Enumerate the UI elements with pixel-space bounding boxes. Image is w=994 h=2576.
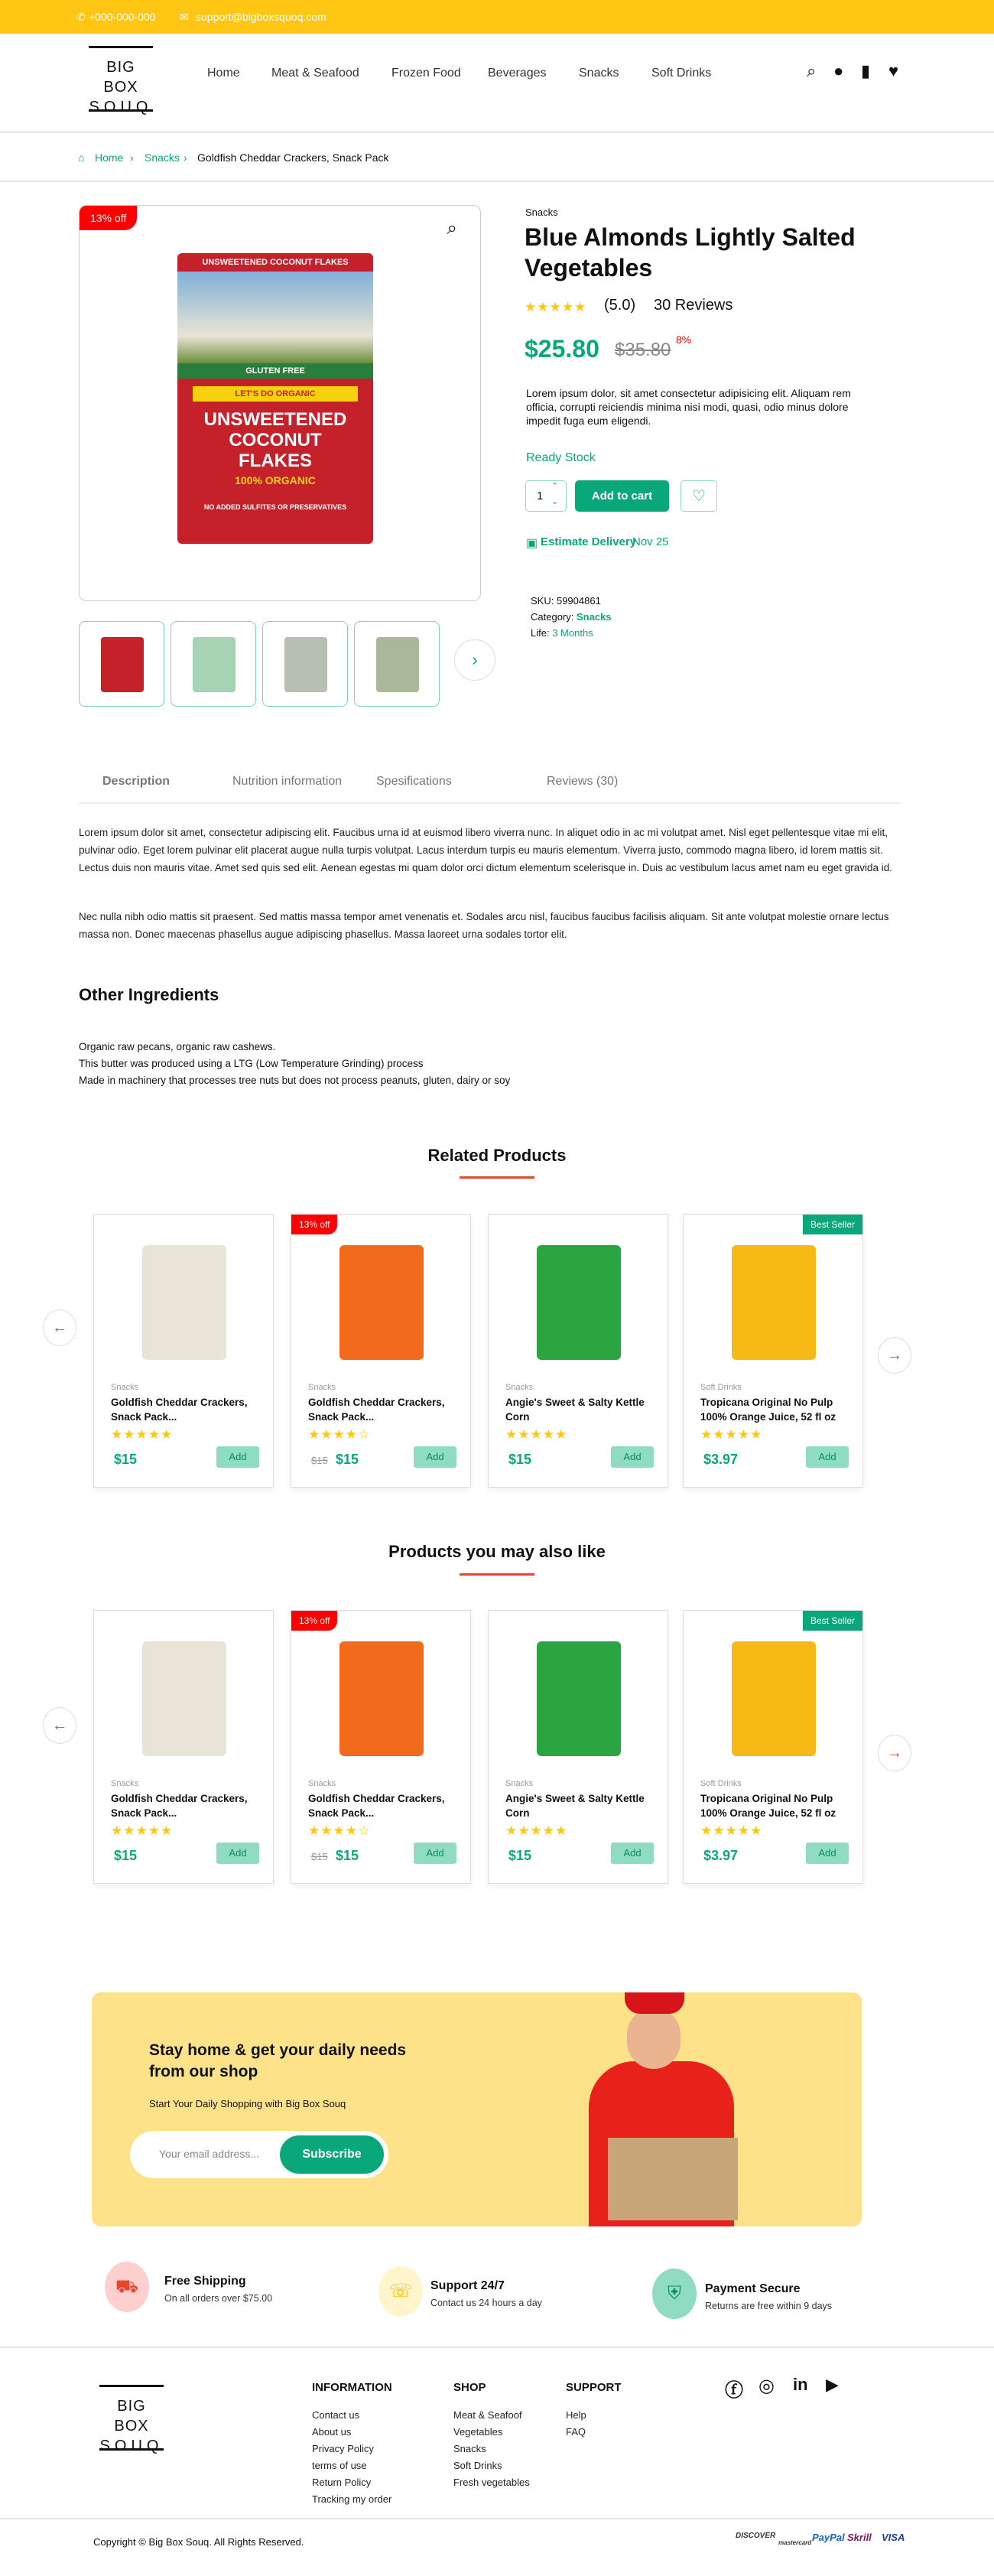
search-icon[interactable]: ⌕ [807,61,817,80]
product-stars: ★★★★☆ [308,1823,371,1838]
footer-link[interactable]: Meat & Seafoof [453,2409,522,2421]
category-link[interactable]: Snacks [577,611,612,623]
footer-shop [453,2381,530,2493]
rating-stars: ★★★★★ [525,300,587,314]
product-badge: 13% off [291,1215,337,1234]
product-card[interactable] [683,1214,863,1488]
ingredients-title: Other Ingredients [79,985,219,1004]
footer-logo[interactable] [99,2385,164,2454]
stock-status: Ready Stock [526,451,596,464]
product-stars: ★★★★★ [111,1427,174,1442]
image-text: GLUTEN FREE [177,363,373,379]
product-category: Snacks [308,1779,336,1788]
product-category: Soft Drinks [700,1383,742,1392]
product-image [732,1245,816,1360]
newsletter-title: Stay home & get your daily needs from our shop [149,2041,407,2080]
product-card[interactable] [291,1610,471,1884]
ingredient-line: Organic raw pecans, organic raw cashews. [79,1041,276,1052]
add-button[interactable]: Add [611,1446,654,1468]
email-input[interactable]: Your email address... [159,2148,259,2160]
delivery-label: Estimate Delivery [541,535,637,548]
product-category: Snacks [505,1779,534,1788]
product-price: $3.97 [703,1848,739,1863]
feature-title: Support 24/7 [430,2279,505,2292]
add-button[interactable]: Add [806,1446,849,1468]
product-stars: ★★★★★ [700,1427,763,1442]
product-card[interactable] [683,1610,863,1884]
footer-heading: INFORMATION [312,2381,392,2394]
breadcrumb-current: Goldfish Cheddar Crackers, Snack Pack [197,151,389,164]
related-title: Related Products [427,1146,567,1165]
add-button[interactable]: Add [216,1446,259,1468]
product-summary: Lorem ipsum dolor, sit amet consectetur adipisicing elit. Aliquam rem officia, corrupti reiciendis minima nisi modi, quasi, odio minus dolore impedit fuga eum eligendi. [526,387,851,427]
footer-link[interactable]: FAQ [566,2426,586,2438]
nav-frozen-food[interactable]: Frozen Food [391,67,461,80]
youtube-icon[interactable]: ▶ [826,2375,839,2394]
product-stars: ★★★★☆ [308,1427,371,1442]
mail-icon: ✉ [180,11,189,23]
product-name[interactable]: Tropicana Original No Pulp 100% Orange Juice, 52 fl oz [700,1397,836,1423]
payment-paypal: PayPal [812,2532,845,2543]
also-like-title: Products you may also like [388,1542,606,1561]
logo-line1: BIG BOX [114,2398,149,2435]
image-text: LET'S DO ORGANIC [193,386,358,402]
footer-information [312,2381,392,2510]
subscribe-button[interactable]: Subscribe [280,2135,384,2174]
product-category: Soft Drinks [700,1779,742,1788]
footer-link[interactable]: Fresh vegetables [453,2477,530,2488]
footer-link[interactable]: terms of use [312,2460,367,2471]
increment-icon[interactable]: ⌃ [551,482,559,491]
ingredients-list [79,1039,510,1089]
delivery-date: Nov 25 [632,535,669,548]
home-icon: ⌂ [78,151,85,164]
breadcrumb-home[interactable]: Home [95,151,124,164]
cap [625,1992,684,2014]
product-meta [531,593,612,641]
image-text: UNSWEETENED COCONUT FLAKES [202,258,349,267]
product-image [732,1641,816,1756]
product-price: $3.97 [703,1452,739,1467]
product-badge: Best Seller [803,1611,862,1631]
footer-link[interactable]: Help [566,2409,586,2421]
footer-heading: SHOP [453,2381,486,2394]
product-price: $15 [114,1452,138,1467]
phone-link[interactable]: +000-000-000 [89,11,156,23]
top-bar [0,0,994,34]
product-image [537,1641,621,1756]
feature-payment [705,2282,832,2311]
coconut-photo [177,272,373,363]
tab-nutrition[interactable]: Nutrition information [232,775,343,788]
chevron-right-icon: › [130,151,134,164]
product-category: Snacks [525,207,558,218]
zoom-icon[interactable]: ⌕ [447,218,457,239]
product-stars: ★★★★★ [111,1823,174,1838]
footer-link[interactable]: Vegetables [453,2426,503,2438]
product-image [537,1245,621,1360]
footer-heading: SUPPORT [566,2381,622,2394]
product-image [142,1245,226,1360]
logo-line2: SOUQ [99,2438,164,2454]
product-category: Snacks [308,1383,336,1392]
footer-divider [0,2347,994,2348]
product-price: $15 [508,1452,532,1467]
product-stars: ★★★★★ [505,1427,568,1442]
header [0,34,994,133]
thumbnail-next-button[interactable]: › [454,639,495,681]
footer-link[interactable]: Contact us [312,2409,360,2421]
tab-specifications[interactable]: Spesifications [376,775,452,788]
feature-text: On all orders over $75.00 [164,2293,273,2304]
title-underline [460,1573,534,1576]
product-image-viewer [79,205,481,601]
newsletter-banner [92,1992,862,2226]
feature-support [430,2279,542,2308]
product-name[interactable]: Angie's Sweet & Salty Kettle Corn [505,1397,645,1423]
footer-link[interactable]: Privacy Policy [312,2443,374,2454]
product-name[interactable]: Goldfish Cheddar Crackers, Snack Pack... [111,1793,248,1819]
tab-description[interactable]: Description [102,775,171,788]
payment-discover: DISCOVER [736,2532,776,2540]
feature-title: Payment Secure [705,2282,801,2295]
product-image [339,1641,424,1756]
quantity-value: 1 [537,490,544,503]
secure-payment-icon: ⛨ [652,2269,697,2319]
breadcrumb-category[interactable]: Snacks [145,151,180,164]
add-button[interactable]: Add [414,1843,456,1864]
product-card[interactable] [488,1214,668,1488]
nav-home[interactable]: Home [207,67,240,80]
product-stars: ★★★★★ [505,1823,568,1838]
image-text: UNSWEETENED COCONUT FLAKES [203,409,347,471]
thumbnail-1[interactable] [79,621,164,707]
description-paragraph: Lorem ipsum dolor sit amet, consectetur adipiscing elit. Faucibus urna id at euismod libero viverra nunc. In aliquet odio in ac mi volutpat amet. Nisl eget pellentesque vitae mi elit, pulvinar odio. Eget lorem pulvinar elit placerat augue nulla turpis volutpat. Lacus interdum turpis eu mauris elementum. Viverra justo, commodo magna libero, id lorem mattis sit. Lectus duis non mauris vitae. Amet sed quis sed elit. Aenean egestas mi quam dolor orci dictum elementum scelerisque in. Duis ac vestibulum lacus amet nam eu eget gravida id. [79,827,893,873]
payment-mastercard: mastercard [778,2539,812,2546]
image-text: NO ADDED SULFITES OR PRESERVATIVES [203,503,347,511]
nav-soft-drinks[interactable]: Soft Drinks [651,67,712,80]
feature-text: Returns are free within 9 days [705,2301,833,2311]
product-card[interactable] [93,1610,274,1884]
footer-bottom-divider [0,2518,994,2519]
footer-link[interactable]: About us [312,2426,352,2438]
product-card[interactable] [93,1214,274,1488]
product-name[interactable]: Goldfish Cheddar Crackers, Snack Pack... [308,1397,445,1423]
product-image [177,253,373,544]
newsletter-subtitle: Start Your Daily Shopping with Big Box Souq [149,2098,346,2109]
decrement-icon[interactable]: ⌄ [551,497,559,506]
product-name[interactable]: Goldfish Cheddar Crackers, Snack Pack... [111,1397,248,1423]
old-price: $35.80 [615,340,671,360]
footer-link[interactable]: Tracking my order [312,2493,392,2505]
add-button[interactable]: Add [806,1843,849,1864]
rating-value: (5.0) [604,297,636,314]
life-label: Life: [531,627,550,639]
payment-skrill: Skrill [847,2532,872,2543]
product-price: $15 [114,1848,138,1863]
product-stars: ★★★★★ [700,1823,763,1838]
product-card[interactable] [488,1610,668,1884]
nav-beverages[interactable]: Beverages [488,67,547,80]
carousel-next-button[interactable]: → [878,1735,911,1771]
tabs-divider [79,802,901,804]
logo-line2: SOUQ [89,99,153,115]
box-image [608,2138,738,2220]
shopping-bag-icon[interactable]: ▮ [861,61,871,80]
footer-link[interactable]: Soft Drinks [453,2460,502,2471]
reviews-count[interactable]: 30 Reviews [654,297,733,314]
product-image [339,1245,424,1360]
logo[interactable] [89,46,153,115]
thumbnail-4[interactable] [354,621,440,707]
discount-badge: 13% off [80,206,137,230]
nav-snacks[interactable]: Snacks [579,67,619,80]
email-form [130,2131,388,2178]
product-price: $15 [336,1452,359,1467]
facebook-icon[interactable]: ⓕ [725,2380,743,2401]
logo-line1: BIG BOX [103,59,138,96]
title-underline [460,1176,534,1179]
truck-icon: ⛟ [105,2262,149,2312]
sku-label: SKU: [531,595,554,607]
copyright: Copyright © Big Box Souq. All Rights Reserved. [93,2536,304,2548]
product-name[interactable]: Goldfish Cheddar Crackers, Snack Pack... [308,1793,445,1819]
image-text: 100% ORGANIC [235,474,316,486]
nav-meat-seafood[interactable]: Meat & Seafood [271,67,359,80]
carousel-prev-button[interactable]: ← [43,1707,76,1744]
wishlist-button[interactable]: ♡ [681,480,717,512]
product-badge: Best Seller [803,1215,862,1234]
life-value: 3 Months [552,627,593,639]
add-to-cart-button[interactable]: Add to cart [575,480,669,512]
footer-support [566,2381,622,2443]
product-badge: 13% off [291,1611,337,1631]
payment-visa: VISA [882,2532,905,2543]
delivery-icon: ▣ [526,537,538,550]
thumbnail-3[interactable] [262,621,348,707]
product-category: Snacks [111,1779,139,1788]
product-old-price: $15 [311,1455,328,1466]
feature-text: Contact us 24 hours a day [430,2298,542,2308]
product-category: Snacks [111,1383,139,1392]
product-price: $15 [336,1848,359,1863]
instagram-icon[interactable]: ◎ [758,2376,775,2396]
product-card[interactable] [291,1214,471,1488]
ingredient-line: This butter was produced using a LTG (Low Temperature Grinding) process [79,1058,424,1069]
phone-icon: ✆ [76,11,86,23]
product-old-price: $15 [311,1851,328,1862]
thumbnail-2[interactable] [171,621,256,707]
breadcrumb [0,135,994,182]
quantity-stepper[interactable] [525,480,567,512]
product-name[interactable]: Angie's Sweet & Salty Kettle Corn [505,1793,645,1819]
discount-percent: 8% [676,333,692,346]
feature-title: Free Shipping [164,2275,246,2288]
product-title: Blue Almonds Lightly Salted Vegetables [525,223,856,281]
headset-icon: ☏ [378,2266,423,2317]
sku-value: 59904861 [556,595,601,607]
product-price: $15 [508,1848,532,1863]
tab-reviews[interactable]: Reviews (30) [547,775,619,788]
price: $25.80 [525,335,599,363]
product-name[interactable]: Tropicana Original No Pulp 100% Orange Juice, 52 fl oz [700,1793,836,1819]
delivery-person-face [627,2008,681,2069]
linkedin-icon[interactable]: in [793,2375,808,2394]
heart-icon[interactable]: ♥ [888,61,899,80]
ingredient-line: Made in machinery that processes tree nuts but does not process peanuts, gluten, dairy or soy [79,1075,511,1086]
footer-link[interactable]: Return Policy [312,2477,372,2488]
chevron-right-icon: › [184,151,187,164]
product-category: Snacks [505,1383,534,1392]
description-paragraph: Nec nulla nibh odio mattis sit praesent. Sed mattis massa tempor amet venenatis et. Sodales arcu nisl, faucibus faucibus facilisis aliquam. Sit ante volutpat molestie ornare lectus massa non. Donec maecenas phasellus augue adipiscing phasellus. Massa laoreet urna sodales tortor elit. [79,911,889,940]
footer-link[interactable]: Snacks [453,2443,486,2454]
category-label: Category: [531,611,574,623]
product-image [142,1641,226,1756]
add-button[interactable]: Add [414,1446,456,1468]
add-button[interactable]: Add [216,1843,259,1864]
email-link[interactable]: support@bigboxsquoq.com [196,11,326,23]
carousel-prev-button[interactable]: ← [43,1309,76,1346]
feature-free-shipping [164,2275,272,2304]
add-button[interactable]: Add [611,1843,654,1864]
carousel-next-button[interactable]: → [878,1337,911,1374]
user-icon[interactable]: ● [833,61,844,80]
